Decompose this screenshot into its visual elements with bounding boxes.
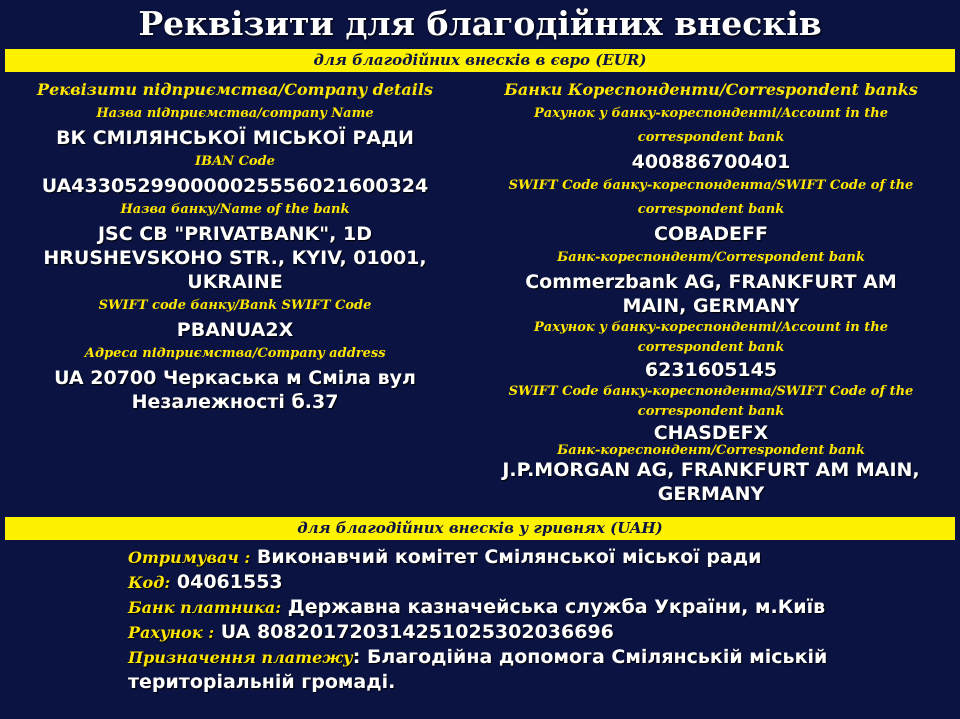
purpose-label: Призначення платежу — [128, 648, 353, 667]
account-label: Рахунок : — [128, 623, 215, 642]
correspondent-account-label: Рахунок у банку-кореспонденті/Account in the correspondent bank — [534, 106, 888, 145]
bank-swift-label: SWIFT code банку/Bank SWIFT Code — [98, 298, 372, 313]
correspondent-swift-label: SWIFT Code банку-кореспондента/SWIFT Code of the correspondent bank — [508, 384, 914, 419]
bank-name-value: JSC CB "PRIVATBANK", 1D HRUSHEVSKOHO STR., KYIV, 01001, UKRAINE — [43, 223, 427, 293]
company-name-value: ВК СМІЛЯНСЬКОЇ МІСЬКОЇ РАДИ — [56, 127, 414, 149]
code-value: 04061553 — [176, 571, 283, 593]
code-label: Код: — [128, 573, 171, 592]
purpose-value: Благодійна допомога Смілянській міській територіальній громаді. — [128, 646, 828, 693]
uah-details — [128, 545, 908, 694]
payer-bank-value: Державна казначейська служба України, м.Київ — [287, 596, 826, 618]
purpose-row — [128, 645, 908, 694]
correspondent-bank-label: Банк-кореспондент/Correspondent bank — [557, 250, 865, 265]
company-address-label: Адреса підприємства/Company address — [84, 346, 386, 361]
correspondent-swift-label: SWIFT Code банку-кореспондента/SWIFT Code of the correspondent bank — [508, 178, 914, 217]
correspondent-bank-value: Commerzbank AG, FRANKFURT AM MAIN, GERMANY — [525, 271, 897, 317]
correspondent-account-value: 6231605145 — [644, 359, 778, 381]
recipient-row — [128, 545, 908, 570]
correspondent-swift-value: CHASDEFX — [653, 422, 769, 444]
payer-bank-row — [128, 595, 908, 620]
uah-section-bar: для благодійних внесків у гривнях (UAH) — [5, 517, 955, 540]
correspondent-bank-label: Банк-кореспондент/Correspondent bank — [557, 443, 865, 458]
account-row — [128, 620, 908, 645]
payer-bank-label: Банк платника: — [128, 598, 282, 617]
company-details-heading: Реквізити підприємства/Company details — [37, 80, 433, 99]
correspondent-banks-column — [476, 78, 946, 506]
correspondent-banks-heading: Банки Кореспонденти/Correspondent banks — [504, 80, 918, 99]
company-address-value: UA 20700 Черкаська м Сміла вул Незалежності б.37 — [54, 367, 416, 413]
recipient-value: Виконавчий комітет Смілянської міської ради — [256, 546, 762, 568]
correspondent-bank-value: J.P.MORGAN AG, FRANKFURT AM MAIN, GERMANY — [502, 459, 920, 505]
recipient-label: Отримувач : — [128, 548, 251, 567]
company-name-label: Назва підприємства/company Name — [96, 106, 374, 121]
eur-section-bar: для благодійних внесків в євро (EUR) — [5, 49, 955, 72]
code-row — [128, 570, 908, 595]
iban-label: IBAN Code — [195, 154, 275, 169]
purpose-colon: : — [352, 646, 361, 668]
iban-value: UA433052990000025556021600324 — [41, 175, 429, 197]
bank-swift-value: PBANUA2X — [176, 319, 294, 341]
correspondent-account-value: 400886700401 — [631, 151, 791, 173]
correspondent-swift-value: COBADEFF — [654, 223, 768, 245]
bank-name-label: Назва банку/Name of the bank — [120, 202, 350, 217]
company-details-column — [0, 78, 470, 414]
page-title: Реквізити для благодійних внесків — [138, 4, 822, 43]
correspondent-account-label: Рахунок у банку-кореспонденті/Account in the correspondent bank — [534, 320, 888, 355]
account-value: UA 808201720314251025302036696 — [220, 621, 614, 643]
